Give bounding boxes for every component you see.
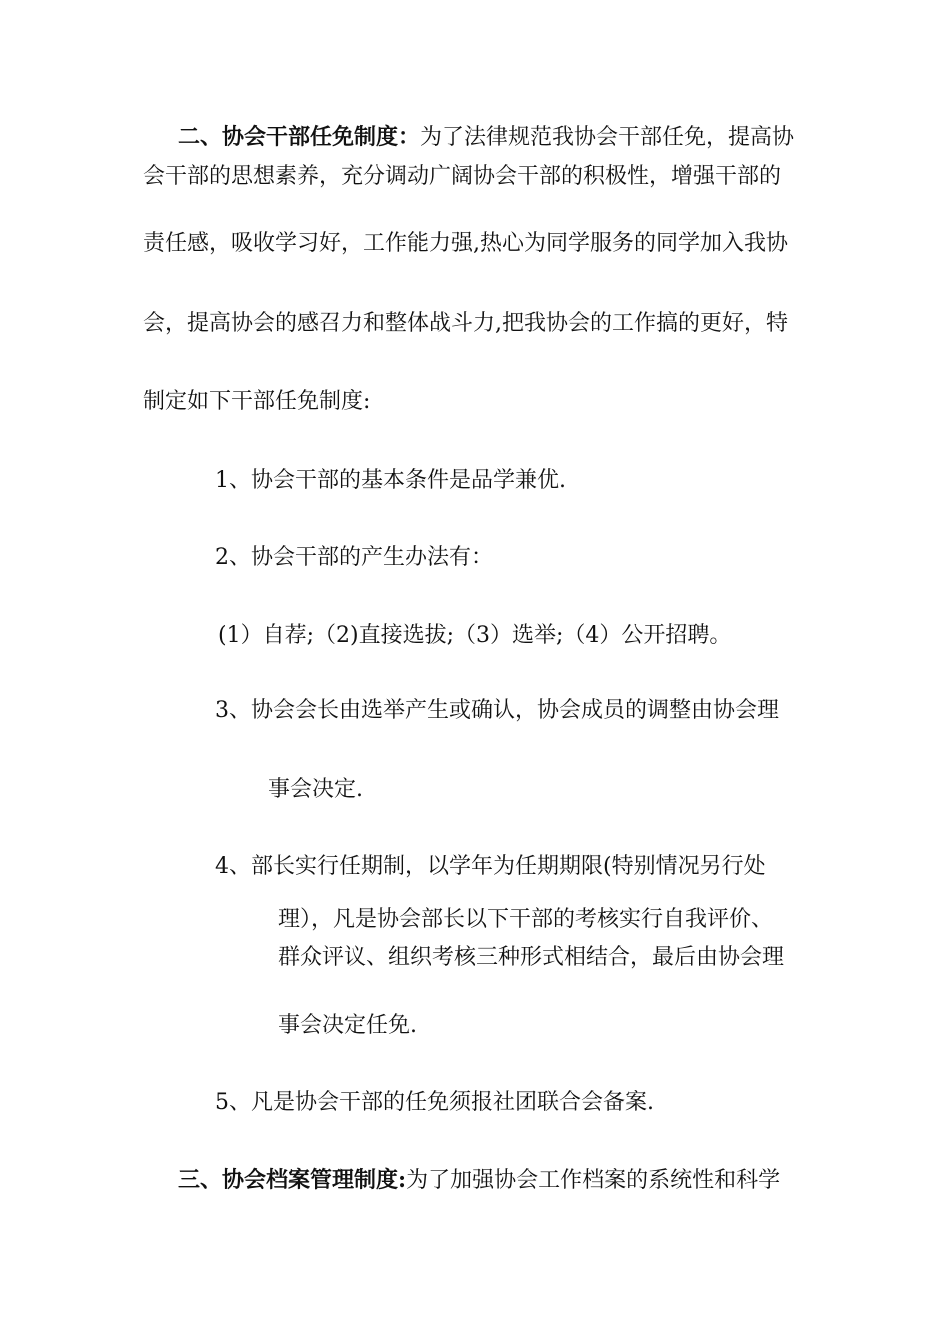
section2-first-line xyxy=(178,123,794,152)
section2-text-line-5: 制定如下干部任免制度: xyxy=(143,389,371,414)
item-4-line-1: 4、部长实行任期制，以学年为任期期限(特别情况另行处 xyxy=(215,854,766,879)
section3-text-line-1: 为了加强协会工作档案的系统性和科学 xyxy=(406,1168,781,1193)
section2-text-line-4: 会，提高协会的感召力和整体战斗力,把我协会的工作搞的更好，特 xyxy=(143,311,788,336)
item-4-line-2: 理），凡是协会部长以下干部的考核实行自我评价、 xyxy=(278,907,774,932)
section2-heading: 二、协会干部任免制度： xyxy=(178,124,421,150)
item-1: 1、协会干部的基本条件是品学兼优. xyxy=(215,468,566,493)
item-3-line-2: 事会决定. xyxy=(268,777,363,802)
section3-first-line xyxy=(178,1166,780,1195)
section2-text-line-3: 责任感，吸收学习好，工作能力强,热心为同学服务的同学加入我协 xyxy=(143,231,788,256)
item-5: 5、凡是协会干部的任免须报社团联合会备案. xyxy=(215,1090,654,1115)
item-3-line-1: 3、协会会长由选举产生或确认，协会成员的调整由协会理 xyxy=(215,698,779,723)
item-2: 2、协会干部的产生办法有： xyxy=(215,545,493,570)
section3-heading: 三、协会档案管理制度: xyxy=(178,1167,407,1193)
item-2-options: (1）自荐;（2)直接选拔;（3）选举;（4）公开招聘。 xyxy=(218,623,732,648)
section2-text-line-1: 为了法律规范我协会干部任免，提高协 xyxy=(420,125,795,150)
section2-text-line-2: 会干部的思想素养，充分调动广阔协会干部的积极性，增强干部的 xyxy=(143,164,782,189)
item-4-line-4: 事会决定任免. xyxy=(278,1013,417,1038)
item-4-line-3: 群众评议、组织考核三种形式相结合，最后由协会理 xyxy=(278,945,785,970)
